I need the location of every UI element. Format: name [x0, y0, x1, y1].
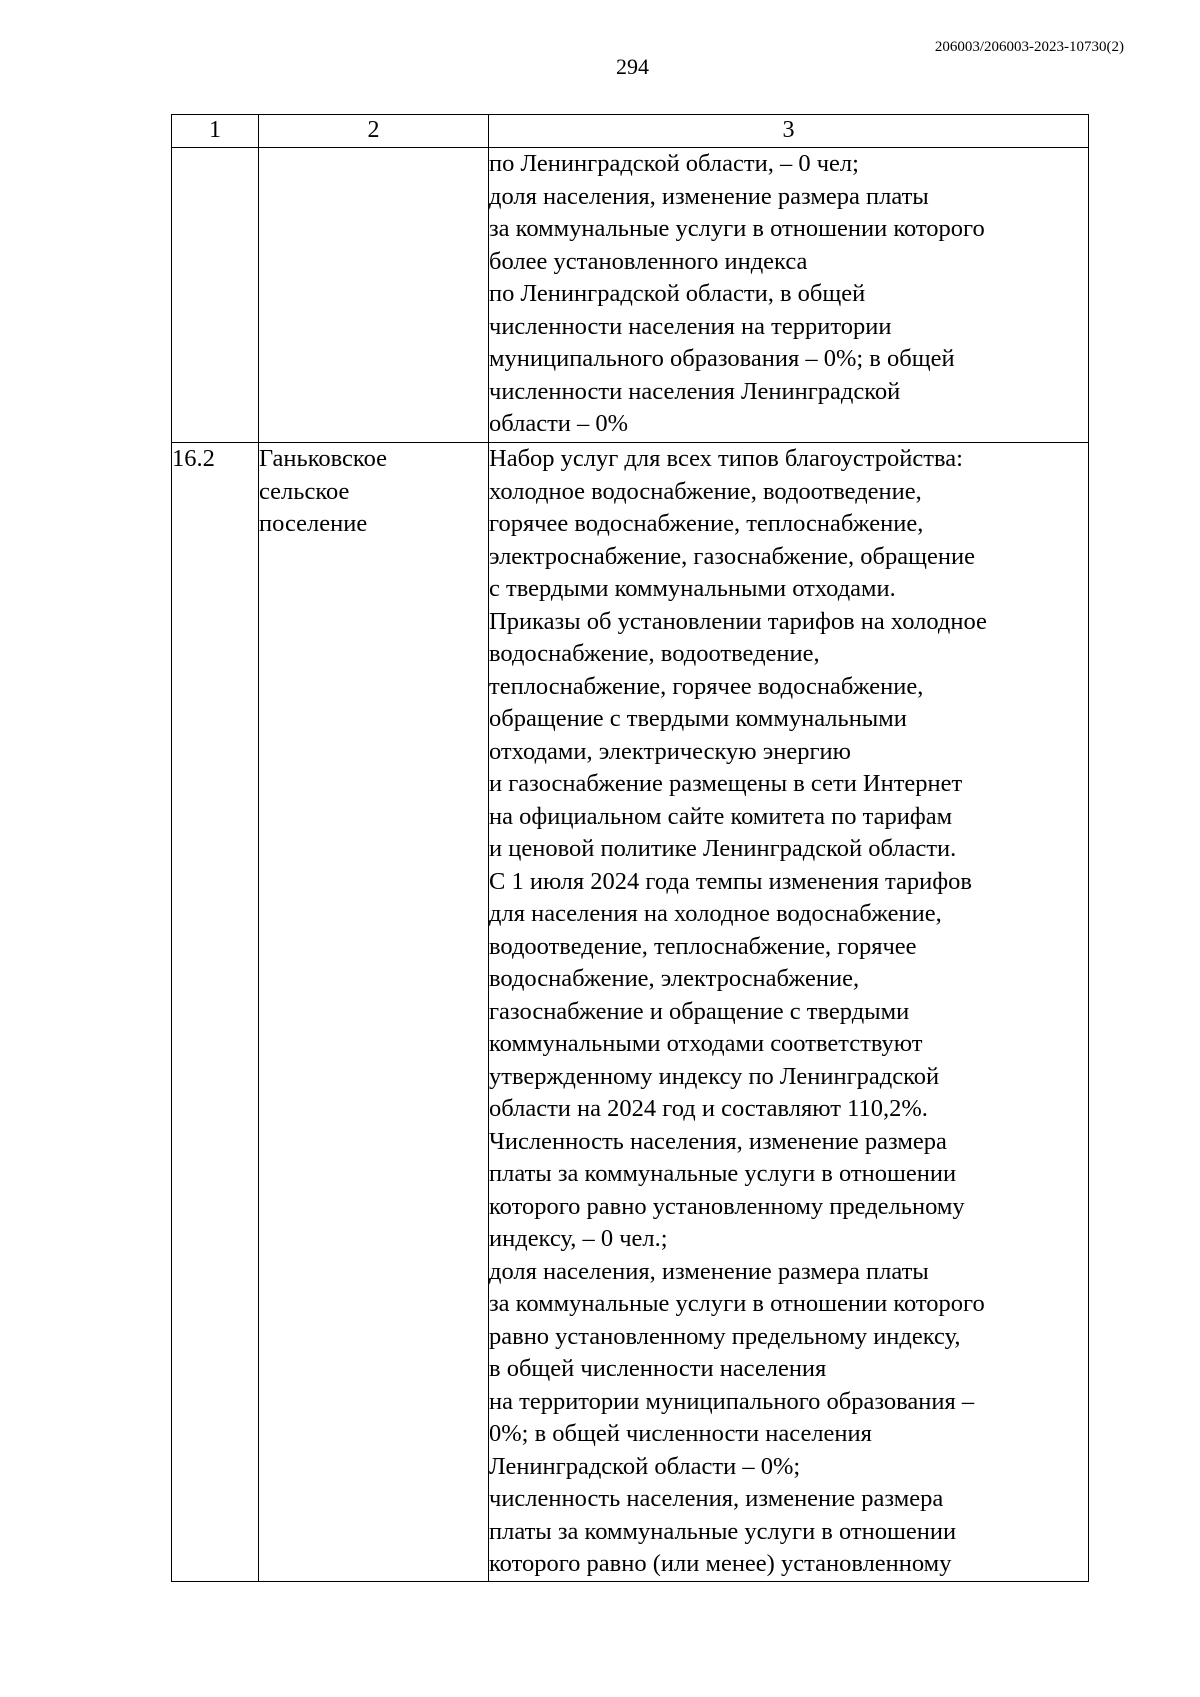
text-line: горячее водоснабжение, теплоснабжение,: [489, 510, 924, 537]
text-line: Набор услуг для всех типов благоустройства:: [489, 445, 963, 472]
text-line: с твердыми коммунальными отходами.: [489, 575, 896, 602]
column-header-3: 3: [489, 115, 1089, 148]
text-line: численность населения, изменение размера: [489, 1485, 944, 1512]
text-line: водоснабжение, водоотведение,: [489, 640, 820, 667]
text-line: отходами, электрическую энергию: [489, 737, 851, 765]
text-line: 0%; в общей численности населения: [489, 1420, 872, 1447]
municipality-cell: [259, 443, 489, 1582]
text-line: за коммунальные услуги в отношении которого: [489, 1290, 985, 1317]
text-line: коммунальными отходами соответствуют: [489, 1030, 923, 1057]
text-line: более установленного индекса: [489, 247, 808, 275]
text-line: области на 2024 год и составляют 110,2%.: [489, 1095, 928, 1122]
text-line: Приказы об установлении тарифов на холодное: [489, 607, 987, 635]
text-line: поселение: [259, 510, 368, 537]
column-header-1: 1: [172, 115, 259, 148]
text-line: водоотведение, теплоснабжение, горячее: [489, 932, 917, 960]
text-line: индексу, – 0 чел.;: [489, 1225, 668, 1252]
text-line: водоснабжение, электроснабжение,: [489, 965, 860, 992]
page-number: 294: [616, 54, 649, 79]
table-row: [172, 443, 1089, 1582]
table-header-row: [172, 115, 1089, 148]
column-header-2: 2: [259, 115, 489, 148]
text-line: для населения на холодное водоснабжение,: [489, 900, 942, 927]
text-line: равно установленному предельному индексу,: [489, 1322, 961, 1350]
text-line: Ганьковское: [259, 445, 388, 472]
text-line: С 1 июля 2024 года темпы изменения тарифов: [489, 867, 972, 895]
row-number-cell: 16.2: [172, 443, 259, 1582]
text-line: Ленинградской области – 0%;: [489, 1452, 801, 1480]
description-cell: [489, 443, 1089, 1582]
text-line: обращение с твердыми коммунальными: [489, 705, 907, 732]
text-line: численности населения на территории: [489, 312, 892, 340]
text-line: по Ленинградской области, – 0 чел;: [489, 150, 859, 177]
municipality-cell: [259, 148, 489, 443]
text-line: платы за коммунальные услуги в отношении: [489, 1160, 957, 1187]
document-id: 206003/206003-2023-10730(2): [934, 39, 1124, 55]
text-line: доля населения, изменение размера платы: [489, 1257, 929, 1285]
text-line: области – 0%: [489, 410, 629, 437]
text-line: и ценовой политике Ленинградской области.: [489, 835, 957, 862]
text-line: в общей численности населения: [489, 1355, 827, 1382]
tariff-table: [171, 114, 1089, 1582]
text-line: Численность населения, изменение размера: [489, 1127, 947, 1155]
text-line: за коммунальные услуги в отношении которого: [489, 215, 985, 242]
text-line: электроснабжение, газоснабжение, обращение: [489, 542, 975, 570]
text-line: доля населения, изменение размера платы: [489, 182, 929, 210]
row-number-cell: [172, 148, 259, 443]
description-cell: [489, 148, 1089, 443]
table-row: [172, 148, 1089, 443]
text-line: муниципального образования – 0%; в общей: [489, 345, 955, 372]
text-line: которого равно (или менее) установленному: [489, 1550, 952, 1577]
text-line: которого равно установленному предельному: [489, 1192, 965, 1220]
text-line: и газоснабжение размещены в сети Интернет: [489, 770, 963, 797]
text-line: на территории муниципального образования –: [489, 1387, 975, 1415]
text-line: газоснабжение и обращение с твердыми: [489, 997, 910, 1025]
text-line: холодное водоснабжение, водоотведение,: [489, 477, 922, 505]
text-line: по Ленинградской области, в общей: [489, 280, 866, 307]
text-line: на официальном сайте комитета по тарифам: [489, 802, 953, 830]
text-line: численности населения Ленинградской: [489, 377, 901, 405]
text-line: утвержденному индексу по Ленинградской: [489, 1062, 940, 1090]
text-line: сельское: [259, 477, 350, 505]
text-line: теплоснабжение, горячее водоснабжение,: [489, 672, 924, 700]
text-line: платы за коммунальные услуги в отношении: [489, 1517, 957, 1545]
